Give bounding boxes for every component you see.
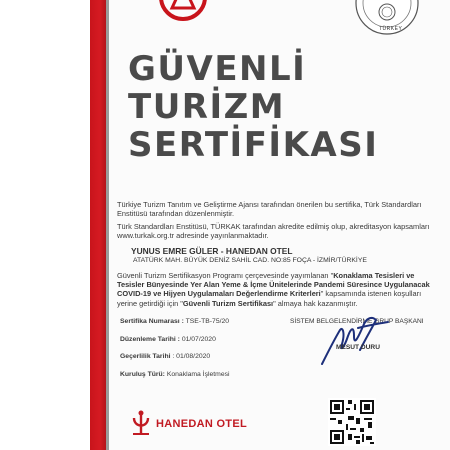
hotel-address: ATATÜRK MAH. BÜYÜK DENİZ SAHİL CAD. NO:85 FOÇA - İZMİR/TÜRKİYE [133, 257, 367, 264]
issue-date-field [120, 336, 216, 343]
title-line-3: SERTİFİKASI [128, 125, 379, 165]
qr-code-icon[interactable] [328, 398, 376, 446]
handwritten-signature-icon [314, 314, 394, 368]
certificate-number-label: Sertifika Numarası : [120, 318, 184, 325]
tse-logo-icon [158, 0, 208, 22]
seal-bottom-text: TÜRKEY [379, 26, 403, 32]
gray-side-band [106, 0, 109, 450]
red-side-band [90, 0, 106, 450]
criteria-text-3: " almaya hak kazanmıştır. [273, 298, 358, 308]
hanedan-hotel-logo-icon [130, 408, 152, 438]
criteria-text-1: Güvenli Turizm Sertifikasyon Programı çerçevesinde yayımlanan " [117, 271, 334, 280]
valid-date-label: Geçerlilik Tarihi [120, 353, 171, 360]
issue-date-value: 01/07/2020 [181, 336, 216, 343]
valid-date-value: : 01/08/2020 [172, 353, 211, 360]
criteria-paragraph [117, 271, 435, 308]
certificate-number-value: TSE-TB-75/20 [185, 318, 230, 325]
issue-date-label: Düzenleme Tarihi : [120, 336, 180, 343]
criteria-bold-2: Güvenli Turizm Sertifikası [182, 298, 274, 308]
criteria-bold-1: Konaklama Tesisleri ve Tesisler Bünyesinde Yer Alan Yeme & İçme Ünitelerinde Pandemi Süresince Uygulanacak COVID-19 ve Hijyen Uygulamaları Değerlendirme Kriterleri [117, 271, 430, 299]
facility-type-field [120, 371, 230, 378]
tse-seal-icon [354, 0, 420, 36]
title-line-1: GÜVENLİ [128, 49, 307, 89]
facility-type-label: Kuruluş Türü: [120, 371, 165, 378]
title-line-2: TURİZM [128, 87, 286, 127]
criteria-text-2: " kapsamında istenen koşulları yerine getirdiği için " [117, 289, 422, 308]
intro-paragraph: Türkiye Turizm Tanıtım ve Geliştirme Ajansı tarafından önerilen bu sertifika, Türk Standardları Enstitüsü tarafından düzenlenmiştir. [117, 200, 422, 219]
certificate-number-field [120, 318, 229, 325]
certificate-title [128, 50, 378, 164]
signatory-name: MESUT DURU [336, 344, 380, 351]
facility-type-value: Konaklama İşletmesi [166, 371, 230, 378]
signatory-title: SİSTEM BELGELENDİRME GRUP BAŞKANI [290, 318, 424, 325]
valid-date-field [120, 353, 210, 360]
hotel-name: YUNUS EMRE GÜLER - HANEDAN OTEL [131, 246, 293, 256]
left-margin [0, 0, 90, 450]
hanedan-hotel-wordmark: HANEDAN OTEL [156, 418, 247, 430]
accreditation-paragraph: Türk Standardları Enstitüsü, TÜRKAK tarafından akredite edilmiş olup, akreditasyon kapsamları www.turkak.org.tr adresinde yayınlanmaktadır. [117, 222, 430, 241]
